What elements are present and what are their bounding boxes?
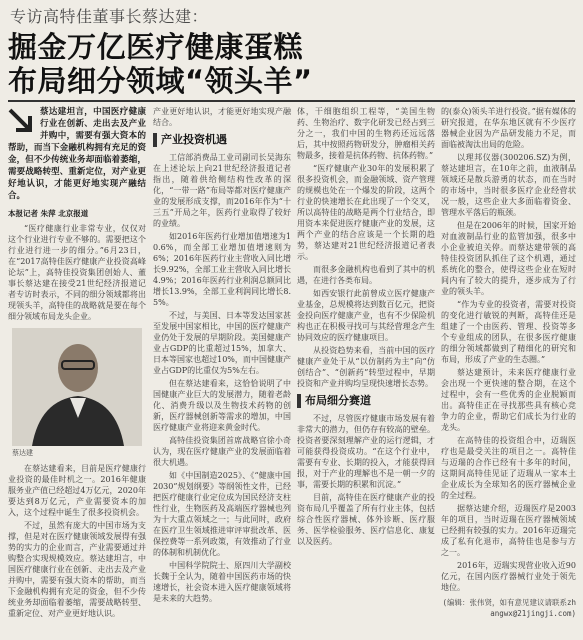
editor-footer: (编辑：张伟贤，如有意见建议请联系zhangwx@21jingji.com): [442, 598, 576, 618]
paragraph: 2016年，迈瑞实现营业收入近90亿元，在国内医疗器械行业处于领先地位。: [441, 561, 576, 592]
arrow-icon: [8, 108, 34, 134]
photo-caption: 蔡达建: [12, 449, 33, 457]
paragraph: 在蔡达建看来，目前是医疗健康行业投资的最佳时机之一。2016年健康服务业产值已经超过4万亿元，2020年要达到8万亿元，产业需要资本的加入，这个过程中诞生了很多投资机会。: [8, 464, 146, 517]
paragraph: 高特佳投资集团首席战略官徐小奇认为，现在医疗健康产业的发展面临着很大机遇。: [153, 436, 291, 467]
section-heading: 布局细分赛道: [297, 394, 435, 408]
column-1: [8, 106, 146, 636]
paragraph: 而很多金融机构也看到了其中的机遇，在进行各类布局。: [297, 265, 435, 285]
paragraph: 以理邦仪器(300206.SZ)为例，蔡达建坦言，在10年之前，血液制品领域还是散兵游勇的状态，而在当时的市场中，当时很多医疗企业经营状况一般，这些企业大多面临着资金、管理水平落后的瓶颈。: [441, 153, 576, 217]
paragraph: 如《中国制造2025》、《“健康中国2030”规划纲要》等纲领性文件，已经把医疗健康行业定位成为国民经济支柱性行业，生物医药及高端医疗器械也列为十大重点领域之一；与此同时，政府在医疗卫生领域推进审评审批改革、医保控费等一系列政策，有效推动了行业的体制和机制优化。: [153, 471, 291, 557]
paragraph: 如西安银行此前曾成立医疗健康产业基金，总规模将达到数百亿元，把资金投向医疗健康产业，也有不少保险机构也正在积极寻找可与其经营理念产生协同效应的医疗健康项目。: [297, 289, 435, 342]
headline-rule: [8, 100, 575, 102]
column-3: [297, 106, 435, 636]
headline-line-2: 布局细分领域“领头羊”: [8, 64, 313, 98]
byline: 本报记者 朱萍 北京报道: [8, 209, 89, 218]
paragraph: 不过，与美国、日本等发达国家甚至发展中国家相比，中国的医疗健康产业仍处于发展的早期阶段。美国健康产业占GDP的比重超过15%，加拿大、日本等国家也超过10%，而中国健康产业占GDP的比重仅为5%左右。: [153, 311, 291, 375]
column-4: [441, 106, 576, 636]
article-kicker: 专访高特佳董事长蔡达建：: [10, 7, 209, 26]
paragraph: 不过，尽管医疗健康市场发展有着非常大的潜力，但仍存有较高的壁垒。投资者要深刻理解产业的运行逻辑，才可能获得投资成功。“在这个行业中，需要有专业、长期的投入，才能获得回报，对于产业的理解也不是一朝一夕的事，需要长期的积累和沉淀。”: [297, 414, 435, 489]
paragraph: “医疗健康行业非常专业，仅仅对这个行业进行专业不够的。需要把这个行业进行进一步的细分。”6月23日，在“2017高特佳医疗健康产业投资高峰论坛”上，高特佳投资集团创始人、董事长蔡达建在接受21世纪经济报道记者专访时表示，不同的细分领域都将出现领头羊，高特佳的战略就是要在每个细分领域布局龙头企业。: [8, 224, 146, 321]
paragraph: 中国科学院院士、原四川大学副校长魏于全认为，随着中国医药市场的快速增长，社会资本进入医疗健康领域将是未来的大趋势。: [153, 561, 291, 603]
paragraph: 如2016年医药行业增加值增速为10.6%，而全部工业增加值增速则为6%；2016年医药行业主营收入同比增长9.92%，全部工业主营收入同比增长4.9%；2016年医药行业利润总额同比增长13.9%，全部工业利润同比增长8.5%。: [153, 232, 291, 307]
paragraph: 从投资趋势来看，当前中国的医疗健康产业处于从“以仿制药为主”向“仿创结合”、“创新药”转型过程中，早期投资和产业并购均呈现快速增长态势。: [297, 346, 435, 388]
paragraph: 产业更好地认识，才能更好地实现产融结合。: [153, 107, 291, 127]
paragraph: “医疗健康产业30年的发展积累了很多投资机会，而金融领域、资产管理的规模也处在一个爆发的阶段，这两个行业的快速增长在此出现了一个交叉，所以高特佳的战略是两个行业结合，即用资本来促进医疗健康产业的发展，这两个产业的结合应该是一个长期的趋势，蔡达建对21世纪经济报道记者表示。: [297, 164, 435, 261]
article-lead: 蔡达建坦言，中国医疗健康行业在创新、走出去及产业并购中，需要有强大资本的帮助，而当下金融机构拥有充足的资金，但不少传统业务却面临着萎缩，需要战略转型、重新定位，对产业更好地认识，才能更好地实现产融结合。: [8, 107, 146, 201]
portrait-photo: [12, 328, 142, 446]
column-2: [153, 106, 291, 636]
paragraph: 但是在2006年的时候，国家开始对血液制品行业的监管加强，很多中小企业被迫关停。而蔡达建带领的高特佳投资团队抓住了这个机遇，通过系统化的整合，使得这些企业在短时间内有了较大的提升，逐步成为了行业的领头羊。: [441, 221, 576, 296]
paragraph: 体，干细胞组织工程等，“美国生物药、生物治疗、数字化研发已经占到三分之一，我们中国的生物药还远远落后，其中按照药物研发分，肿瘤相关药物最多，接着是抗体药物、抗体药物。”: [297, 107, 435, 160]
paragraph: 的(泰众)领头羊进行投资。”据有媒体的研究报道，在华东地区就有不少医疗器械企业因为产品研发能力不足，而面临被淘汰出局的危险。: [441, 107, 576, 149]
paragraph: 目前，高特佳在医疗健康产业的投资布局几乎覆盖了所有行业主体，包括综合性医疗器械、体外诊断、医疗服务、医学检验服务、医疗信息化、康复以及医药。: [297, 493, 435, 546]
paragraph: 蔡达建预计，未来医疗健康行业会出现一个更快速的整合期，在这个过程中，会有一些优秀的企业脱颖而出。高特佳正在寻找那些具有核心竞争力的企业，帮助它们成长为行业的龙头。: [441, 368, 576, 432]
paragraph: 但在蔡达建看来，这恰恰说明了中国健康产业巨大的发展潜力，随着老龄化、消费升级以及生物技术药物的创新，医疗器械创新等需求的增加，中国医疗健康产业将迎来黄金时代。: [153, 379, 291, 432]
paragraph: 在高特佳的投资组合中，迈瑞医疗也是最受关注的项目之一。高特佳与迈瑞的合作已经有十多年的时间，这期间高特佳见证了迈瑞从一家本土企业成长为全球知名的医疗器械企业的全过程。: [441, 436, 576, 500]
paragraph: 据蔡达建介绍，迈瑞医疗是2003年的项目，当时迈瑞在医疗器械领域已经拥有较强的实力。2016年迈瑞完成了私有化退市，高特佳也是参与方之一。: [441, 504, 576, 557]
paragraph: 工信部消费品工业司副司长吴海东在上述论坛上向21世纪经济报道记者指出，随着供给侧结构性改革的深化，“一带一路”布局等都对医疗健康产业的发展形成支撑，而2016年作为“十三五”开局之年，医药行业取得了较好的业绩。: [153, 153, 291, 228]
headline-line-1: 掘金万亿医疗健康蛋糕: [8, 30, 304, 64]
paragraph: 不过，虽然有庞大的中国市场为支撑，但是对在医疗健康领域发展得有强势的实力的企业而言，产业需要通过并购整合实现规模效应。蔡达建坦言，中国医疗健康行业在创新、走出去及产业并购中，需要有强大资本的帮助，而当下金融机构拥有充足的资金，但不少传统业务却面临着萎缩，需要战略转型、重新定位、对产业更好地认识。: [8, 521, 146, 618]
section-heading: 产业投资机遇: [153, 133, 291, 147]
paragraph: “作为专业的投资者，需要对投资的变化进行敏锐的判断，高特佳还是组建了一个由医药、管理、投资等多个专业组成的团队，在很多医疗健康的细分领域都做到了精细化的研究和布局，形成了产业的生态圈。”: [441, 300, 576, 364]
